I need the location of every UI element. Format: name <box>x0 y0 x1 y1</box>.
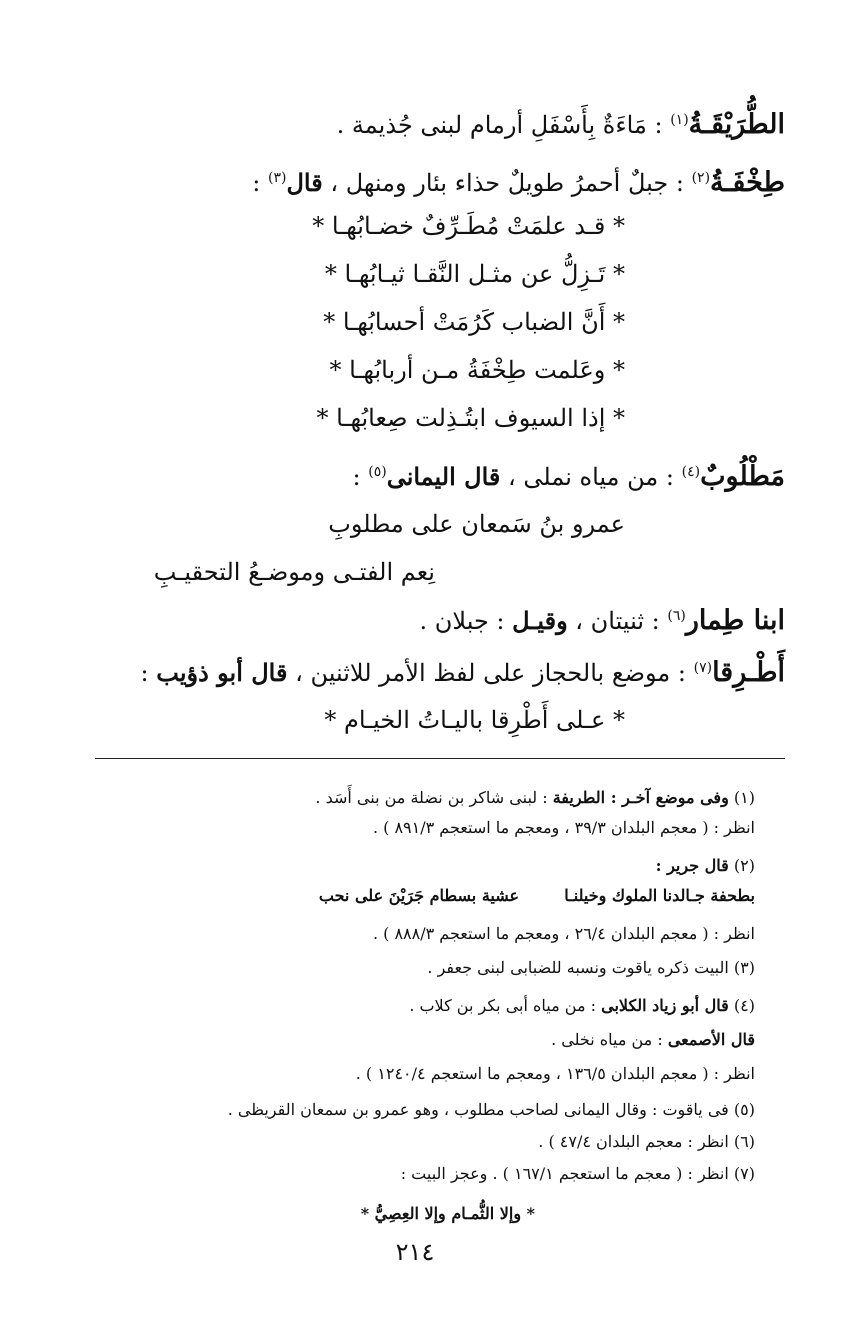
headword: الطُّرَيْقَـةُ <box>688 109 785 140</box>
footnote-4-ref: انظر : ( معجم البلدان ١٣٦/٥ ، ومعجم ما استعجم ١٢٤٠/٤ ) . <box>355 1064 755 1083</box>
note-ref: (٢) <box>691 170 711 186</box>
footnote-7: (٧) انظر : ( معجم ما استعجم ١٦٧/١ ) . وعجز البيت : <box>400 1164 755 1183</box>
footnote-bold: قال أبو زياد الكلابى <box>601 996 729 1015</box>
verse-line: * إذا السيوف ابتُـذِلت صِعابُهـا * <box>316 404 625 432</box>
entry-text: : موضع بالحجاز على لفظ الأمر للاثنين ، <box>295 659 686 687</box>
note-ref: (٧) <box>693 660 713 676</box>
footnote-4-asmai <box>60 1026 755 1054</box>
page-number: ٢١٤ <box>395 1238 435 1266</box>
footnote-1-ref: انظر : ( معجم البلدان ٣٩/٣ ، ومعجم ما استعجم ٨٩١/٣ ) . <box>372 818 755 837</box>
note-ref: (١) <box>670 112 689 128</box>
headword: طِخْفَـةُ <box>710 167 785 198</box>
footnote-bold: وفى موضع آخـر : الطريفة <box>552 788 729 807</box>
footnote-bold: قال الأصمعى <box>667 1030 755 1049</box>
said-label: قال اليمانى <box>386 462 501 491</box>
footnote-2 <box>60 852 755 880</box>
footnote-2-verse <box>60 882 755 910</box>
footnote-5: (٥) فى ياقوت : وقال اليمانى لصاحب مطلوب ، وهو عمرو بن سمعان القريظى . <box>227 1100 755 1119</box>
footnote-number: (٤) <box>733 996 755 1015</box>
footnote-7-verse: * وإلا الثُّمـام وإلا العِصِيُّ * <box>360 1204 535 1223</box>
footnote-4 <box>60 992 755 1020</box>
poem-line: نِعم الفتـى وموضـعُ التحقيـبِ <box>153 558 435 586</box>
verse-line: * أَنَّ الضباب كَرُمَتْ أحسابُهـا * <box>323 308 625 336</box>
entry-text: : من مياه نملى ، <box>508 463 674 491</box>
footnote-number: (٢) <box>733 856 755 875</box>
colon: : <box>352 463 361 491</box>
verse-hemistich-2: عشية بسطام جَرَيْنَ على نحب <box>318 886 520 905</box>
footnote-3: (٣) البيت ذكره ياقوت ونسبه للضبابى لبنى جعفر . <box>427 958 755 977</box>
footnote-6: (٦) انظر : معجم البلدان ٤٧/٤ ) . <box>538 1132 755 1151</box>
note-ref: (٦) <box>667 608 686 624</box>
note-ref: (٥) <box>368 464 387 480</box>
qila-label: وقيـل <box>512 606 568 635</box>
entry-matlub <box>60 452 785 497</box>
entry-text: : جبلٌ أحمرُ طويلٌ حذاء بئار ومنهل ، <box>330 169 684 197</box>
verse-line: * قـد علمَتْ مُطَـرِّفٌ خضـابُهـا * <box>312 212 625 240</box>
headword: مَطْلُوبٌ <box>700 461 785 492</box>
verse-hemistich-1: بطحفة جـالدنا الملوك وخيلنـا <box>564 886 755 905</box>
entry-ibna-timar <box>60 596 785 641</box>
footnote-number: (١) <box>733 788 755 807</box>
entry-tikhfa <box>60 158 785 203</box>
entry-tarifa <box>60 100 785 145</box>
footnote-bold: قال جرير : <box>655 856 729 875</box>
footnote-1 <box>60 784 755 812</box>
footnote-text: : من مياه نخلى . <box>551 1030 663 1049</box>
said-label: قال أبو ذؤيب <box>156 658 288 687</box>
verse-line: * عـلى أَطْرِقا باليـاتُ الخيـام * <box>324 706 625 734</box>
headword: أَطْـرِقا <box>712 657 785 688</box>
entry-text-2: : جبلان . <box>419 607 505 635</box>
note-ref: (٣) <box>267 170 287 186</box>
colon: : <box>140 659 149 687</box>
verse-line: * تَـزِلُّ عن مثـل النَّقـا ثيـابُهـا * <box>324 260 625 288</box>
headword: ابنا طِمار <box>685 605 785 636</box>
footnote-text: : من مياه أبى بكر بن كلاب . <box>409 996 597 1015</box>
entry-atriqa <box>60 648 785 693</box>
entry-text: : مَاءَةٌ بِأَسْفَلِ أرمام لبنى جُذيمة . <box>336 111 663 139</box>
said-label: قال <box>286 168 323 197</box>
note-ref: (٤) <box>681 464 701 480</box>
colon: : <box>252 169 261 197</box>
verse-line: * وعَلمت طِخْفَةُ مـن أربابُهـا * <box>329 356 625 384</box>
footnote-2-ref: انظر : ( معجم البلدان ٢٦/٤ ، ومعجم ما استعجم ٨٨٨/٣ ) . <box>372 924 755 943</box>
footnote-divider <box>95 758 785 759</box>
footnote-text: : لبنى شاكر بن نضلة من بنى أَسَد . <box>315 788 548 807</box>
poem-line: عمرو بنُ سَمعان على مطلوبِ <box>328 510 625 538</box>
entry-text: : ثنيتان ، <box>575 607 660 635</box>
